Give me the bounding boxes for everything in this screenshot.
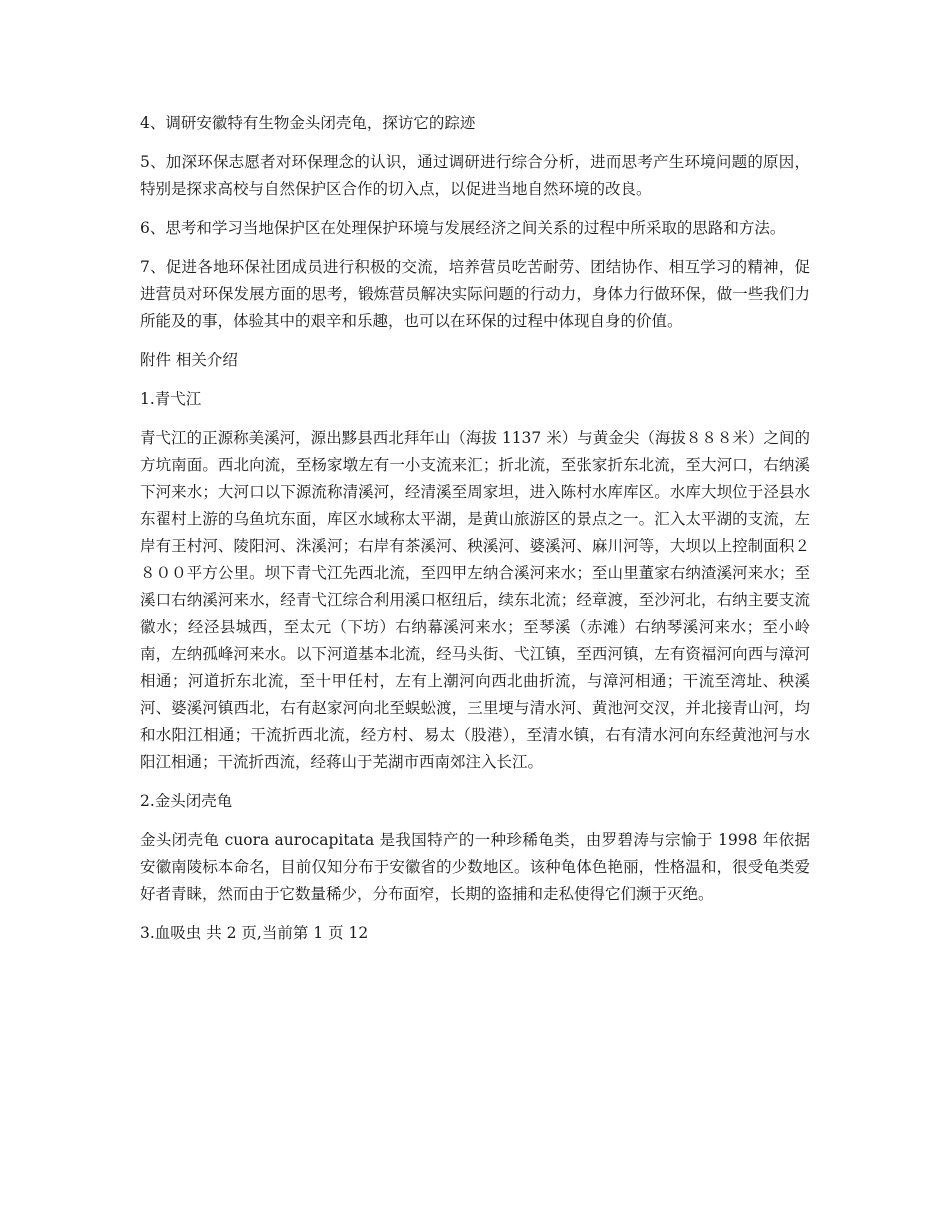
golden-turtle-paragraph: 金头闭壳龟 cuora aurocapitata 是我国特产的一种珍稀龟类，由罗碧涛与宗愉于 1998 年依据安徽南陵标本命名，目前仅知分布于安徽省的少数地区。该种龟体色艳丽，性格温和，很受龟类爱好者青睐，然而由于它数量稀少，分布面窄，长期的盗捕和走私使得它们濒于灭绝。 xyxy=(140,831,810,903)
objective-7: 7、促进各地环保社团成员进行积极的交流，培养营员吃苦耐劳、团结协作、相互学习的精神，促进营员对环保发展方面的思考，锻炼营员解决实际问题的行动力，身体力行做环保，做一些我们力所能及的事，体验其中的艰辛和乐趣，也可以在环保的过程中体现自身的价值。 xyxy=(140,258,810,330)
objective-6: 6、思考和学习当地保护区在处理保护环境与发展经济之间关系的过程中所采取的思路和方法。 xyxy=(140,219,786,237)
section-heading-golden-turtle: 2.金头闭壳龟 xyxy=(140,792,233,810)
document-body xyxy=(140,110,810,959)
section-heading-schistosoma-page-info: 3.血吸虫 共 2 页,当前第 1 页 12 xyxy=(140,924,369,942)
objective-5: 5、加深环保志愿者对环保理念的认识，通过调研进行综合分析，进而思考产生环境问题的原因，特别是探求高校与自然保护区合作的切入点，以促进当地自然环境的改良。 xyxy=(140,153,810,198)
section-heading-qingyi-river: 1.青弋江 xyxy=(140,390,202,408)
qingyi-river-paragraph: 青弋江的正源称美溪河，源出黟县西北拜年山（海拔 1137 米）与黄金尖（海拔８８８米）之间的方坑南面。西北向流，至杨家墩左有一小支流来汇；折北流，至张家折东北流，至大河口，右纳溪下河来水；大河口以下源流称清溪河，经清溪至周家坦，进入陈村水库库区。水库大坝位于泾县水东翟村上游的乌鱼坑东面，库区水域称太平湖，是黄山旅游区的景点之一。汇入太平湖的支流，左岸有王村河、陵阳河、洙溪河；右岸有茶溪河、秧溪河、婆溪河、麻川河等，大坝以上控制面积２８００平方公里。坝下青弋江先西北流，至四甲左纳合溪河来水；至山里董家右纳渣溪河来水；至溪口右纳溪河来水，经青弋江综合利用溪口枢纽后，续东北流；经章渡，至沙河北，右纳主要支流徽水；经泾县城西，至太元（下坊）右纳幕溪河来水；至琴溪（赤滩）右纳琴溪河来水；至小岭南，左纳孤峰河来水。以下河道基本北流，经马头街、弋江镇，至西河镇，左有资福河向西与漳河相通；河道折东北流，至十甲任村，左有上潮河向西北曲折流，与漳河相通；干流至湾址、秧溪河、婆溪河镇西北，右有赵家河向北至蜈蚣渡，三里埂与清水河、黄池河交汊，并北接青山河，均和水阳江相通；干流折西北流，经方村、易太（股港），至清水镇，右有清水河向东经黄池河与水阳江相通；干流折西流，经蒋山于芜湖市西南郊注入长江。 xyxy=(140,429,810,771)
appendix-heading: 附件 相关介绍 xyxy=(140,351,238,369)
objective-4: 4、调研安徽特有生物金头闭壳龟，探访它的踪迹 xyxy=(140,114,476,132)
